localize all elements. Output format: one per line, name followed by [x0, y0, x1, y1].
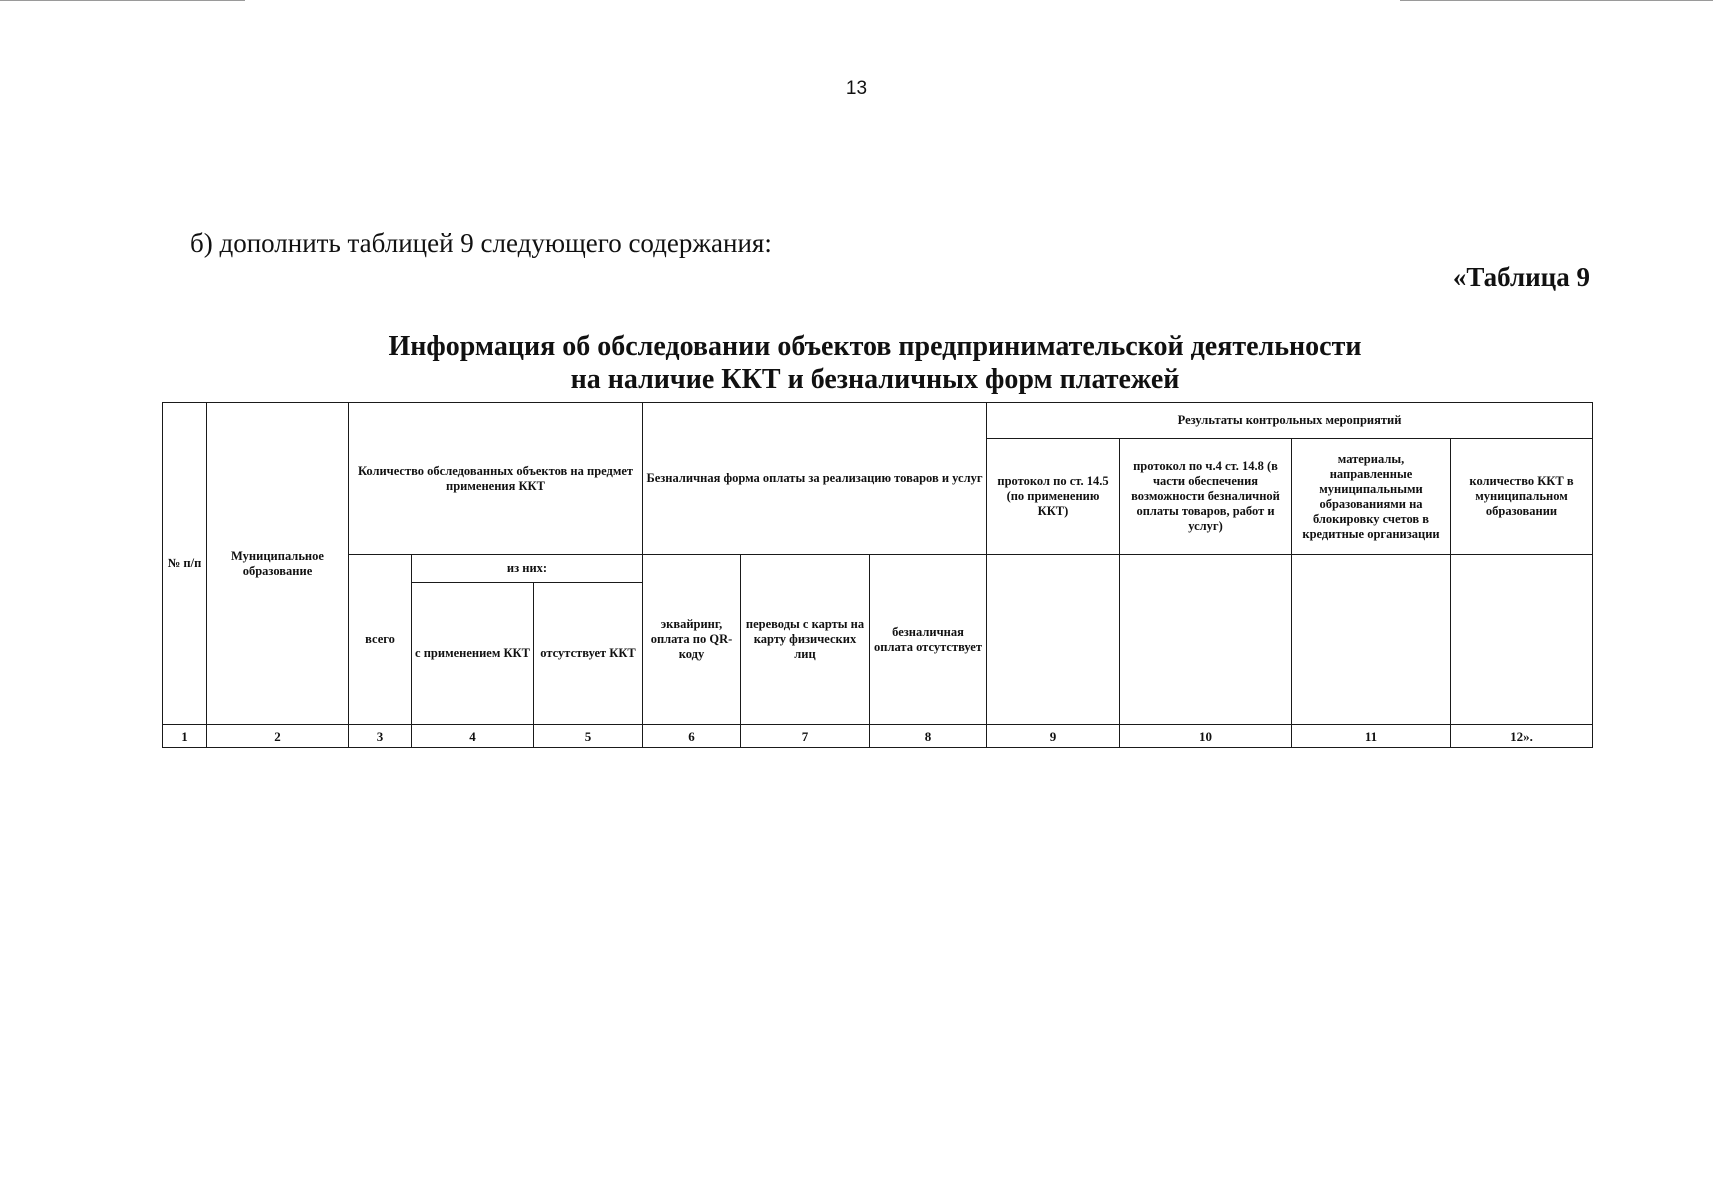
cell-empty-10 — [1120, 555, 1292, 725]
intro-text: б) дополнить таблицей 9 следующего содержания: — [190, 228, 772, 258]
header-protocol-14-8: протокол по ч.4 ст. 14.8 (в части обеспечения возможности безналичной оплаты товаров, работ и услуг) — [1120, 439, 1292, 555]
header-no-kkt: отсутствует ККТ — [534, 583, 643, 725]
title-line-2: на наличие ККТ и безналичных форм платежей — [570, 364, 1180, 395]
page-number: 13 — [845, 78, 868, 99]
column-number: 4 — [412, 725, 534, 748]
header-protocol-14-5: протокол по ст. 14.5 (по применению ККТ) — [987, 439, 1120, 555]
title-line-1: Информация об обследовании объектов предпринимательской деятельности — [388, 331, 1362, 362]
header-of-them: из них: — [412, 555, 643, 583]
header-municipality: Муниципальное образование — [207, 403, 349, 725]
cell-empty-11 — [1292, 555, 1451, 725]
survey-table — [162, 402, 1593, 748]
column-number: 8 — [870, 725, 987, 748]
cell-empty-12 — [1451, 555, 1593, 725]
table-label: «Таблица 9 — [1452, 262, 1590, 292]
header-kkt-count: количество ККТ в муниципальном образовании — [1451, 439, 1593, 555]
column-number: 7 — [741, 725, 870, 748]
header-materials: материалы, направленные муниципальными образованиями на блокировку счетов в кредитные организации — [1292, 439, 1451, 555]
header-results: Результаты контрольных мероприятий — [987, 403, 1593, 439]
header-card-transfers: переводы с карты на карту физических лиц — [741, 555, 870, 725]
header-total: всего — [349, 555, 412, 725]
column-number: 3 — [349, 725, 412, 748]
column-number: 12». — [1451, 725, 1593, 748]
column-number: 5 — [534, 725, 643, 748]
header-with-kkt: с применением ККТ — [412, 583, 534, 725]
scan-edge-right — [1400, 0, 1713, 1]
document-title — [0, 330, 1713, 396]
column-number: 6 — [643, 725, 741, 748]
column-number: 2 — [207, 725, 349, 748]
header-no-cashless: безналичная оплата отсутствует — [870, 555, 987, 725]
cell-empty-9 — [987, 555, 1120, 725]
column-number: 11 — [1292, 725, 1451, 748]
column-number: 9 — [987, 725, 1120, 748]
scan-edge-left — [0, 0, 245, 1]
header-acquiring: эквайринг, оплата по QR-коду — [643, 555, 741, 725]
header-num: № п/п — [163, 403, 207, 725]
header-cashless: Безналичная форма оплаты за реализацию товаров и услуг — [643, 403, 987, 555]
column-number: 10 — [1120, 725, 1292, 748]
header-surveyed: Количество обследованных объектов на предмет применения ККТ — [349, 403, 643, 555]
column-number: 1 — [163, 725, 207, 748]
